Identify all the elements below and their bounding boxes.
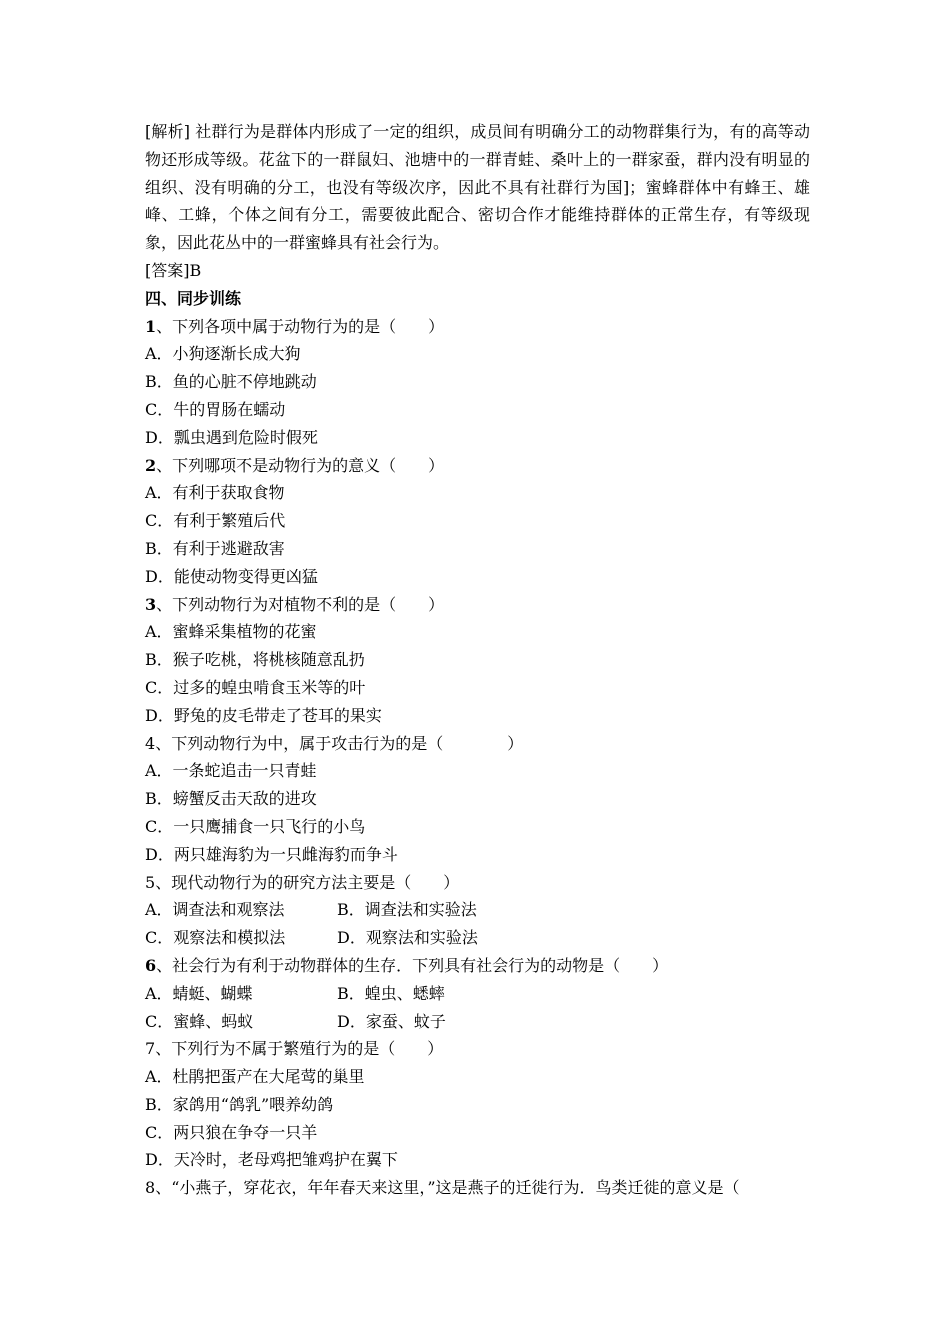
option: D．天冷时，老母鸡把雏鸡护在翼下 [145, 1150, 398, 1170]
option: D．两只雄海豹为一只雌海豹而争斗 [145, 844, 398, 864]
option: A．小狗逐渐长成大狗 [145, 344, 301, 364]
option: B．蝗虫、蟋蟀 [337, 983, 445, 1003]
option: B．家鸽用“鸽乳”喂养幼鸽 [145, 1094, 334, 1114]
question-stem: 1、下列各项中属于动物行为的是（ ） [145, 316, 445, 336]
question-7 [145, 1035, 810, 1174]
question-2 [145, 452, 810, 591]
question-stem: 8、“小燕子，穿花衣，年年春天来这里，”这是燕子的迁徙行为．鸟类迁徙的意义是（ [145, 1178, 740, 1198]
option: A．杜鹃把蛋产在大尾莺的巢里 [145, 1067, 365, 1087]
question-stem: 7、下列行为不属于繁殖行为的是（ ） [145, 1039, 444, 1059]
option: D．家蚕、蚊子 [337, 1011, 446, 1031]
question-6 [145, 952, 810, 1035]
option: C．牛的胃肠在蠕动 [145, 399, 286, 419]
option: A．调查法和观察法 [145, 900, 285, 920]
option: B．猴子吃桃，将桃核随意乱扔 [145, 650, 365, 670]
question-8 [145, 1174, 810, 1202]
option: D．能使动物变得更凶猛 [145, 566, 318, 586]
option: B．螃蟹反击天敌的进攻 [145, 789, 317, 809]
option-row [145, 924, 810, 952]
option-row [145, 980, 810, 1008]
question-5 [145, 869, 810, 952]
question-stem: 2、下列哪项不是动物行为的意义（ ） [145, 455, 445, 475]
option-row [145, 896, 810, 924]
option: A．蜻蜓、蝴蝶 [145, 983, 253, 1003]
question-1 [145, 313, 810, 452]
question-4 [145, 730, 810, 869]
option: C．观察法和模拟法 [145, 928, 286, 948]
document-page [145, 118, 810, 1202]
option: C．两只狼在争夺一只羊 [145, 1122, 318, 1142]
option: D．野兔的皮毛带走了苍耳的果实 [145, 705, 382, 725]
question-stem: 4、下列动物行为中，属于攻击行为的是（ ） [145, 733, 524, 753]
option: B．调查法和实验法 [337, 900, 477, 920]
section-title: 四、同步训练 [145, 288, 242, 308]
option: C．过多的蝗虫啃食玉米等的叶 [145, 677, 366, 697]
option: A．有利于获取食物 [145, 483, 285, 503]
option: D．观察法和实验法 [337, 928, 478, 948]
option: B．鱼的心脏不停地跳动 [145, 372, 317, 392]
option-row [145, 1008, 810, 1036]
option: C．蜜蜂、蚂蚁 [145, 1011, 254, 1031]
option: D．瓢虫遇到危险时假死 [145, 427, 318, 447]
question-3 [145, 591, 810, 730]
question-stem: 6、社会行为有利于动物群体的生存．下列具有社会行为的动物是（ ） [145, 955, 669, 975]
option: A．一条蛇追击一只青蛙 [145, 761, 317, 781]
answer-line: [答案]B [145, 260, 202, 280]
analysis-paragraph: [解析] 社群行为是群体内形成了一定的组织，成员间有明确分工的动物群集行为，有的高等动物还形成等级。花盆下的一群鼠妇、池塘中的一群青蛙、桑叶上的一群家蚕，群内没有明显的组织、没有明确的分工，也没有等级次序，因此不具有社群行为国]；蜜蜂群体中有蜂王、雄峰、工蜂，个体之间有分工，需要彼此配合、密切合作才能维持群体的正常生存，有等级现象，因此花丛中的一群蜜蜂具有社会行为。 [145, 122, 810, 253]
question-stem: 5、现代动物行为的研究方法主要是（ ） [145, 872, 460, 892]
question-stem: 3、下列动物行为对植物不利的是（ ） [145, 594, 445, 614]
option: C．一只鹰捕食一只飞行的小鸟 [145, 816, 366, 836]
option: B．有利于逃避敌害 [145, 538, 285, 558]
option: A．蜜蜂采集植物的花蜜 [145, 622, 317, 642]
option: C．有利于繁殖后代 [145, 511, 286, 531]
